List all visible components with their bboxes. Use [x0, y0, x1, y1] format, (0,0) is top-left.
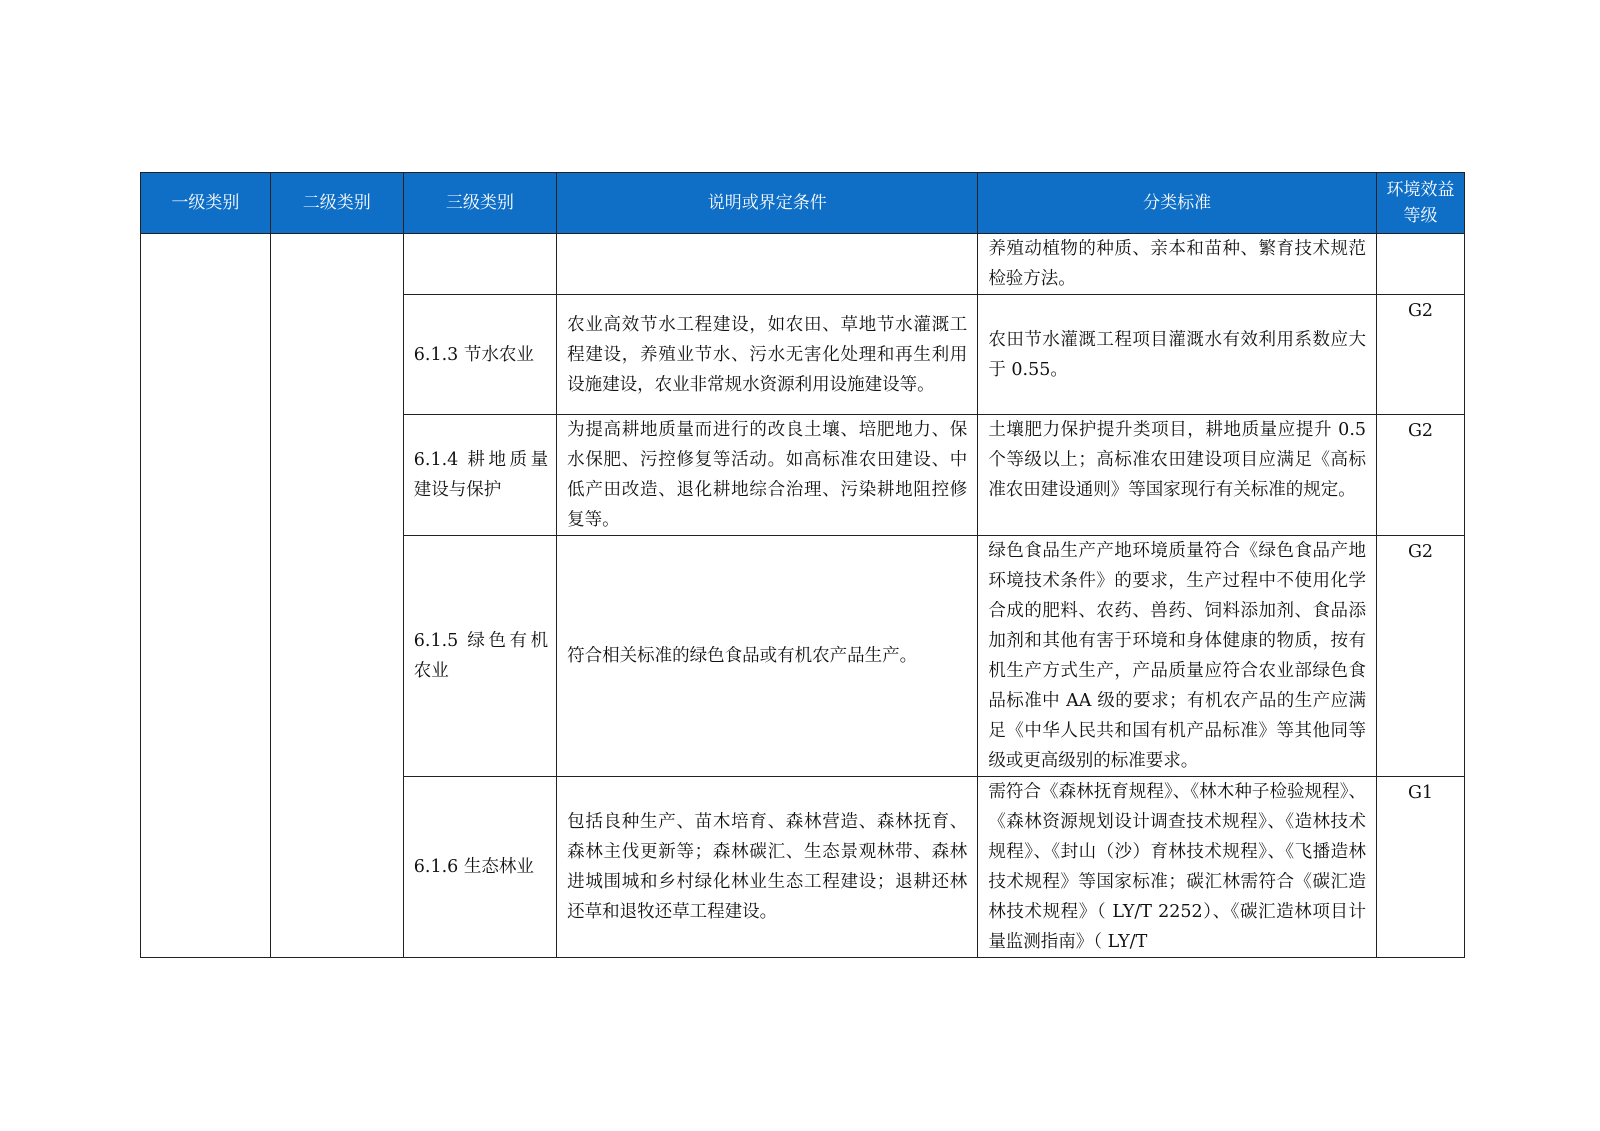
classification-table [140, 172, 1465, 958]
level2-cell [270, 234, 403, 958]
header-grade: 环境效益等级 [1377, 173, 1465, 234]
grade-cell: G2 [1377, 295, 1465, 415]
standard-cell: 养殖动植物的种质、亲本和苗种、繁育技术规范检验方法。 [978, 234, 1377, 295]
description-cell: 为提高耕地质量而进行的改良土壤、培肥地力、保水保肥、污控修复等活动。如高标准农田建设、中低产田改造、退化耕地综合治理、污染耕地阻控修复等。 [557, 415, 978, 536]
level3-cell: 6.1.6 生态林业 [403, 777, 556, 958]
description-cell: 符合相关标准的绿色食品或有机农产品生产。 [557, 536, 978, 777]
table-header-row [141, 173, 1465, 234]
grade-cell: G2 [1377, 536, 1465, 777]
header-level1: 一级类别 [141, 173, 271, 234]
level3-cell: 6.1.5 绿色有机农业 [403, 536, 556, 777]
description-cell [557, 234, 978, 295]
table-row [141, 234, 1465, 295]
grade-cell: G2 [1377, 415, 1465, 536]
level3-cell: 6.1.4 耕地质量建设与保护 [403, 415, 556, 536]
header-description: 说明或界定条件 [557, 173, 978, 234]
level3-cell: 6.1.3 节水农业 [403, 295, 556, 415]
level1-cell [141, 234, 271, 958]
grade-cell: G1 [1377, 777, 1465, 958]
document-page [140, 172, 1465, 958]
header-level3: 三级类别 [403, 173, 556, 234]
standard-cell: 土壤肥力保护提升类项目，耕地质量应提升 0.5 个等级以上；高标准农田建设项目应满足《高标准农田建设通则》等国家现行有关标准的规定。 [978, 415, 1377, 536]
grade-cell [1377, 234, 1465, 295]
standard-cell: 需符合《森林抚育规程》、《林木种子检验规程》、《森林资源规划设计调查技术规程》、《造林技术规程》、《封山（沙）育林技术规程》、《飞播造林技术规程》等国家标准；碳汇林需符合《碳汇造林技术规程》（ LY/T 2252）、《碳汇造林项目计量监测指南》（ LY/T [978, 777, 1377, 958]
standard-cell: 绿色食品生产产地环境质量符合《绿色食品产地环境技术条件》的要求，生产过程中不使用化学合成的肥料、农药、兽药、饲料添加剂、食品添加剂和其他有害于环境和身体健康的物质，按有机生产方式生产，产品质量应符合农业部绿色食品标准中 AA 级的要求；有机农产品的生产应满足《中华人民共和国有机产品标准》等其他同等级或更高级别的标准要求。 [978, 536, 1377, 777]
level3-cell [403, 234, 556, 295]
standard-cell: 农田节水灌溉工程项目灌溉水有效利用系数应大于 0.55。 [978, 295, 1377, 415]
header-standard: 分类标准 [978, 173, 1377, 234]
description-cell: 农业高效节水工程建设，如农田、草地节水灌溉工程建设，养殖业节水、污水无害化处理和再生利用设施建设，农业非常规水资源利用设施建设等。 [557, 295, 978, 415]
header-level2: 二级类别 [270, 173, 403, 234]
description-cell: 包括良种生产、苗木培育、森林营造、森林抚育、森林主伐更新等；森林碳汇、生态景观林带、森林进城围城和乡村绿化林业生态工程建设；退耕还林还草和退牧还草工程建设。 [557, 777, 978, 958]
